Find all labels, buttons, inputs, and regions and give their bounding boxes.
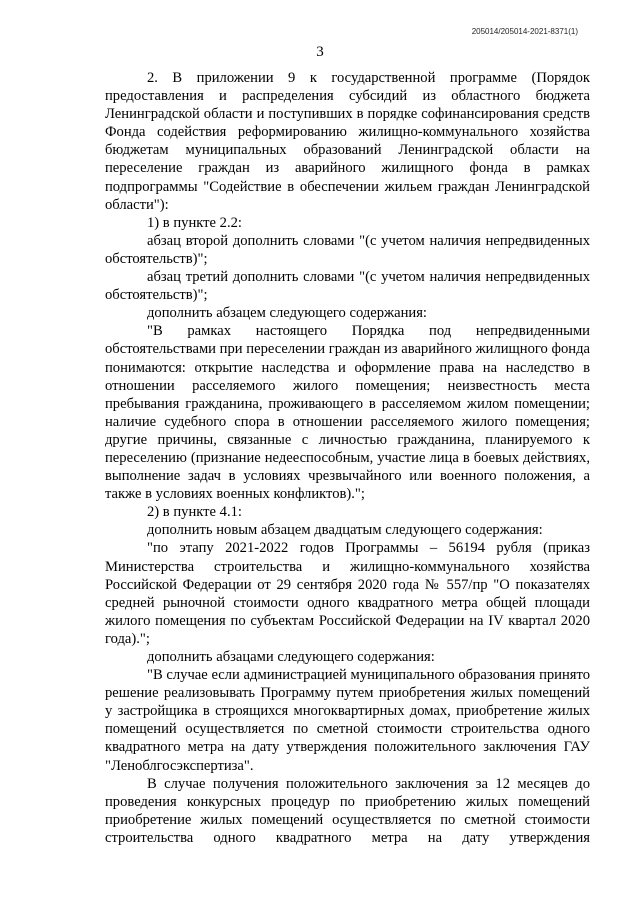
paragraph-quote-price: "по этапу 2021-2022 годов Программы – 56194 рубля (приказ Министерства строительства и жилищно-коммунального хозяйства Российской Федерации от 29 сентября 2020 года № 557/пр "О показателях средней рыночной стоимости одного квадратного метра общей площади жилого помещения по субъектам Российской Федерации на IV квартал 2020 года)."; <box>105 540 590 647</box>
paragraph-subitem-1: 1) в пункте 2.2: <box>147 214 242 231</box>
page-number: 3 <box>316 44 324 60</box>
paragraph-add-intro: дополнить абзацем следующего содержания: <box>147 305 427 322</box>
document-id: 205014/205014-2021-8371(1) <box>471 27 578 36</box>
document-body <box>105 69 590 847</box>
paragraph-item-2: 2. В приложении 9 к государственной программе (Порядок предоставления и распределения субсидий из областного бюджета Ленинградской области и поступивших в порядке софинансирования средств Фонда содействия реформированию жилищно-коммунального хозяйства бюджетам муниципальных образований Ленинградской области на переселение граждан из аварийного жилищного фонда в рамках подпрограммы "Содействие в обеспечении жильем граждан Ленинградской области"): <box>105 70 590 213</box>
paragraph-amend-third: абзац третий дополнить словами "(с учетом наличия непредвиденных обстоятельств)"; <box>105 269 590 304</box>
paragraph-quote-circumstances: "В рамках настоящего Порядка под непредвиденными обстоятельствами при переселении граждан из аварийного жилищного фонда понимаются: открытие наследства и оформление права на наследство в отношении расселяемого жилого помещения; неизвестность места пребывания гражданина, проживающего в расселяемом жилом помещении; наличие судебного спора в отношении расселяемого жилого помещения; другие причины, связанные с личностью гражданина, планируемого к переселению (признание недееспособным, участие лица в боевых действиях, выполнение задач в условиях чрезвычайного или военного положения, а также в условиях военных конфликтов)."; <box>105 323 590 503</box>
paragraph-quote-developer: "В случае если администрацией муниципального образования принято решение реализовывать Программу путем приобретения жилых помещений у застройщика в строящихся многоквартирных домах, приобретение жилых помещений осуществляется по сметной стоимости строительства одного квадратного метра на дату утверждения положительного заключения ГАУ "Леноблгосэкспертиза". <box>105 667 590 774</box>
paragraph-add-twentieth: дополнить новым абзацем двадцатым следующего содержания: <box>147 522 543 539</box>
paragraph-add-several: дополнить абзацами следующего содержания: <box>147 649 435 665</box>
paragraph-subitem-2: 2) в пункте 4.1: <box>147 504 242 521</box>
paragraph-conclusion: В случае получения положительного заключения за 12 месяцев до проведения конкурсных процедур по приобретению жилых помещений приобретение жилых помещений осуществляется по сметной стоимости строительства одного квадратного метра на дату утверждения <box>105 775 590 846</box>
paragraph-amend-second: абзац второй дополнить словами "(с учетом наличия непредвиденных обстоятельств)"; <box>105 232 590 267</box>
